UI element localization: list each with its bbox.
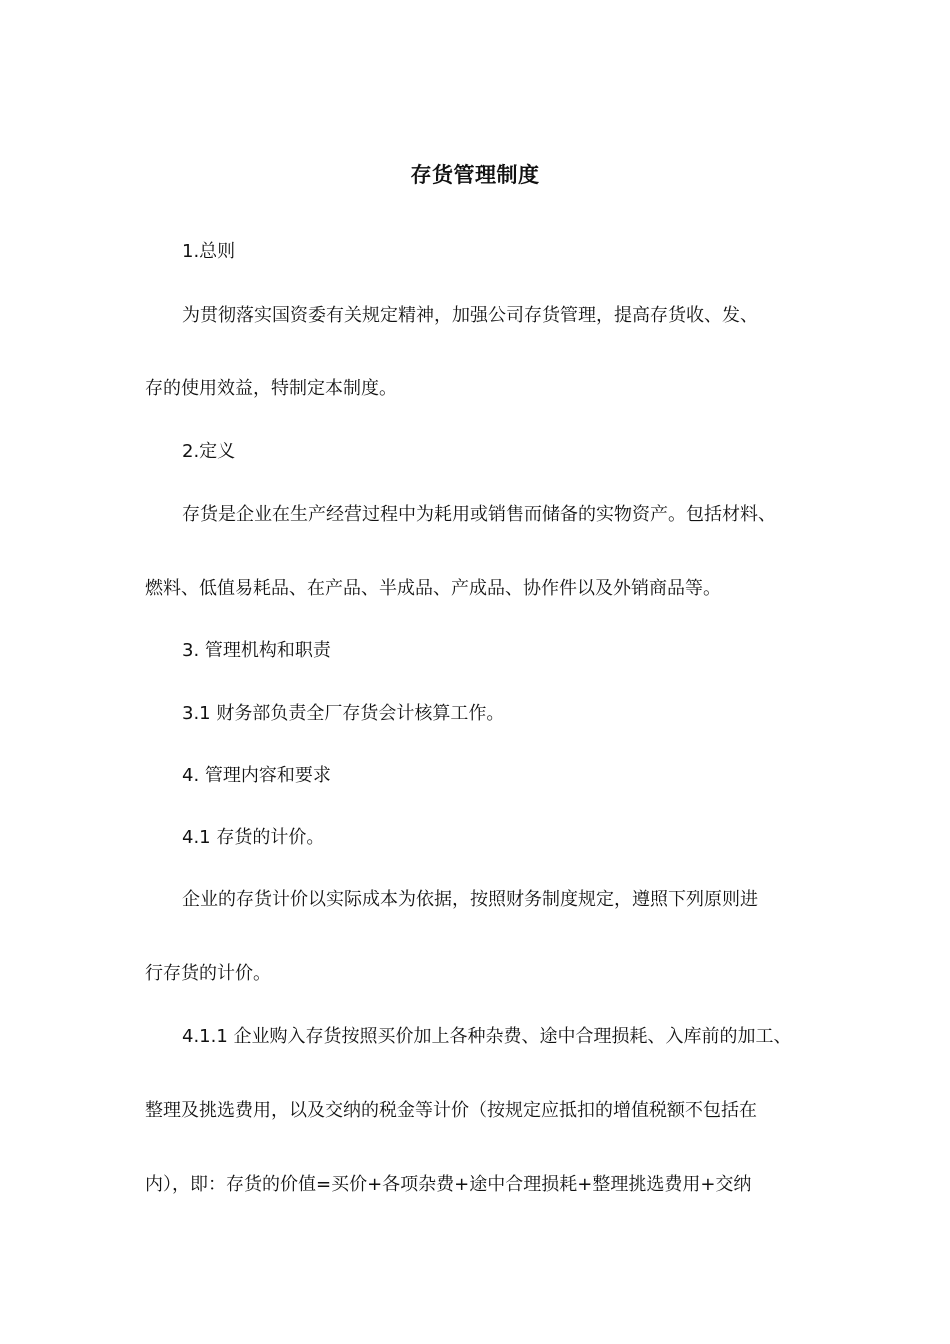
paragraph-line: 整理及挑选费用，以及交纳的税金等计价（按规定应抵扣的增值税额不包括在: [145, 1100, 757, 1121]
paragraph-line: 3.1 财务部负责全厂存货会计核算工作。: [182, 703, 505, 724]
section-heading-definition: 2.定义: [182, 441, 236, 462]
section-heading-requirements: 4. 管理内容和要求: [182, 765, 331, 786]
subsection-heading: 4.1 存货的计价。: [182, 827, 325, 848]
paragraph-line: 燃料、低值易耗品、在产品、半成品、产成品、协作件以及外销商品等。: [145, 578, 721, 599]
document-title: 存货管理制度: [410, 163, 540, 187]
paragraph-line: 行存货的计价。: [145, 963, 271, 984]
paragraph-line: 内），即：存货的价值=买价+各项杂费+途中合理损耗+整理挑选费用+交纳: [145, 1174, 752, 1195]
paragraph-line: 4.1.1 企业购入存货按照买价加上各种杂费、途中合理损耗、入库前的加工、: [182, 1026, 792, 1047]
section-heading-general: 1.总则: [182, 241, 236, 262]
paragraph-line: 企业的存货计价以实际成本为依据，按照财务制度规定，遵照下列原则进: [182, 889, 758, 910]
paragraph-line: 存货是企业在生产经营过程中为耗用或销售而储备的实物资产。包括材料、: [182, 504, 776, 525]
paragraph-line: 为贯彻落实国资委有关规定精神，加强公司存货管理，提高存货收、发、: [182, 305, 758, 326]
section-heading-organization: 3. 管理机构和职责: [182, 640, 331, 661]
paragraph-line: 存的使用效益，特制定本制度。: [145, 378, 397, 399]
